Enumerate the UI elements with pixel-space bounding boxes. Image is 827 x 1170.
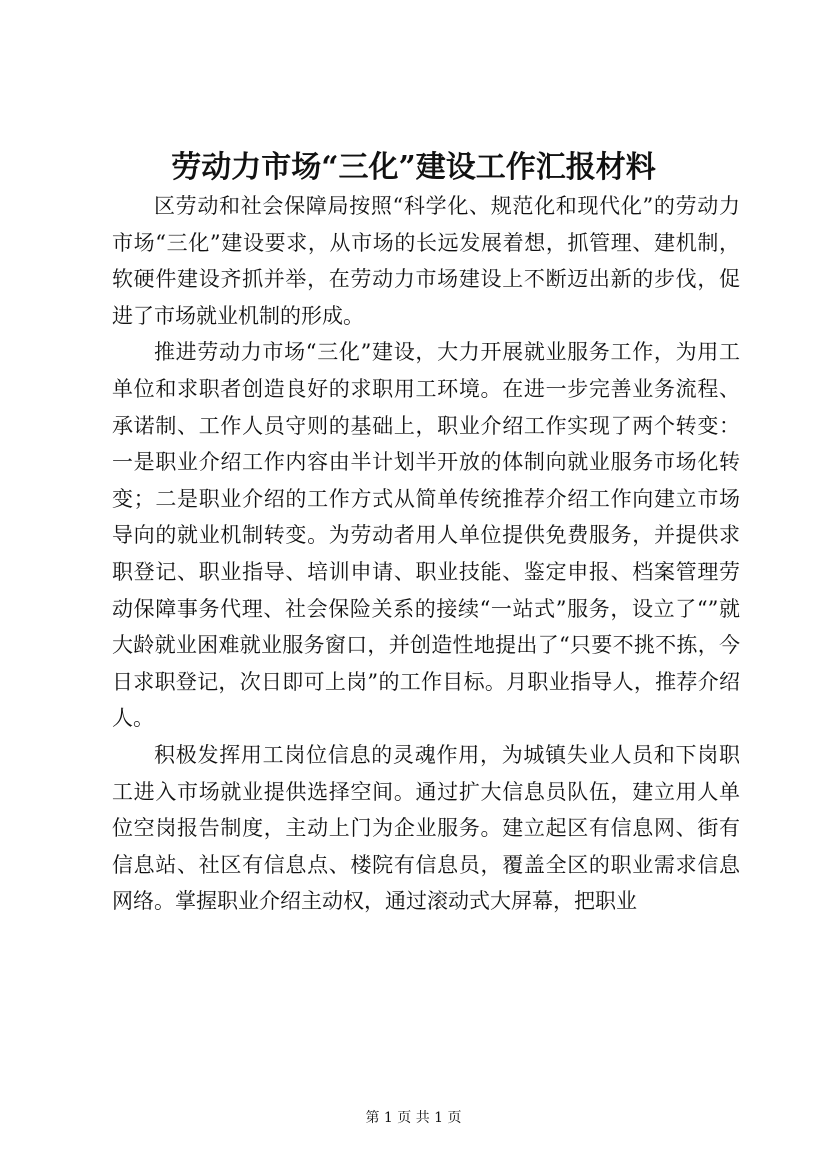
page-footer: 第 1 页 共 1 页 xyxy=(365,1110,462,1126)
document-title: 劳动力市场“三化”建设工作汇报材料 xyxy=(171,150,656,185)
paragraph-1: 区劳动和社会保障局按照“科学化、规范化和现代化”的劳动力市场“三化”建设要求，从市场的长远发展着想，抓管理、建机制，软硬件建设齐抓并举，在劳动力市场建设上不断迈出新的步伐，促进了市场就业机制的形成。 xyxy=(112,194,740,328)
document-body xyxy=(112,188,740,920)
paragraph-3: 积极发挥用工岗位信息的灵魂作用，为城镇失业人员和下岗职工进入市场就业提供选择空间。通过扩大信息员队伍，建立用人单位空岗报告制度，主动上门为企业服务。建立起区有信息网、街有信息站、社区有信息点、楼院有信息员，覆盖全区的职业需求信息网络。掌握职业介绍主动权，通过滚动式大屏幕，把职业 xyxy=(112,742,740,914)
paragraph-2: 推进劳动力市场“三化”建设，大力开展就业服务工作，为用工单位和求职者创造良好的求职用工环境。在进一步完善业务流程、承诺制、工作人员守则的基础上，职业介绍工作实现了两个转变：一是职业介绍工作内容由半计划半开放的体制向就业服务市场化转变；二是职业介绍的工作方式从简单传统推荐介绍工作向建立市场导向的就业机制转变。为劳动者用人单位提供免费服务，并提供求职登记、职业指导、培训申请、职业技能、鉴定申报、档案管理劳动保障事务代理、社会保险关系的接续“一站式”服务，设立了“”就大龄就业困难就业服务窗口，并创造性地提出了“只要不挑不拣，今日求职登记，次日即可上岗”的工作目标。月职业指导人，推荐介绍人。 xyxy=(112,340,740,731)
